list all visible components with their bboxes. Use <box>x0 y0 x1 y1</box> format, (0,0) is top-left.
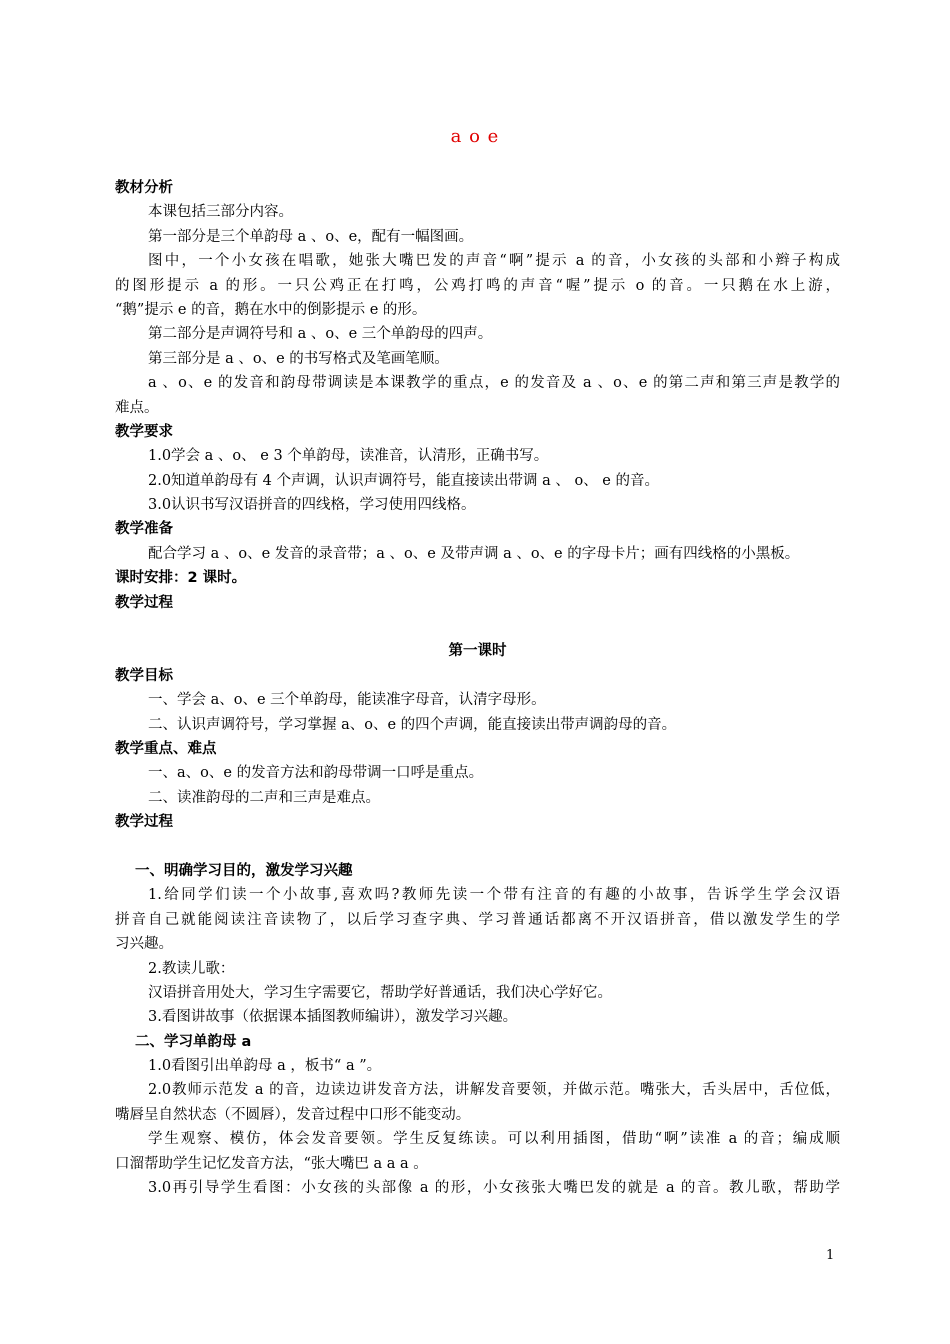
section-heading: 教学过程 <box>115 814 173 831</box>
paragraph-line: 学生观察、模仿，体会发音要领。学生反复练读。可以利用插图，借助“啊”读准 a 的音；编成顺 <box>148 1131 840 1148</box>
paragraph-line: 口溜帮助学生记忆发音方法，“张大嘴巴 a a a 。 <box>115 1155 428 1172</box>
section-heading: 教学准备 <box>115 521 173 538</box>
paragraph-line: 3.看图讲故事（依据课本插图教师编讲），激发学习兴趣。 <box>148 1009 518 1026</box>
paragraph-line: a 、o、e 的发音和韵母带调读是本课教学的重点，e 的发音及 a 、o、e 的第二声和第三声是教学的 <box>148 375 840 392</box>
section-heading: 教学要求 <box>115 423 173 440</box>
paragraph-line: 第一部分是三个单韵母 a 、o、e，配有一幅图画。 <box>148 228 474 245</box>
paragraph-line: 嘴唇呈自然状态（不圆唇），发音过程中口形不能变动。 <box>115 1106 471 1123</box>
paragraph-line: 的图形提示 a 的形。一只公鸡正在打鸣，公鸡打鸣的声音“喔”提示 o 的音。一只鹅在水上游， <box>115 277 840 294</box>
list-item: 二、读准韵母的二声和三声是难点。 <box>148 789 380 806</box>
paragraph-line: 2.0教师示范发 a 的音，边读边讲发音方法，讲解发音要领，并做示范。嘴张大，舌头居中，舌位低， <box>148 1082 840 1099</box>
section-heading: 教学目标 <box>115 667 173 684</box>
paragraph-line: “鹅”提示 e 的音，鹅在水中的倒影提示 e 的形。 <box>115 301 427 318</box>
list-item: 2.0知道单韵母有 4 个声调，认识声调符号，能直接读出带调 a 、 o、 e 的音。 <box>148 472 660 489</box>
paragraph-line: 3.0再引导学生看图：小女孩的头部像 a 的形，小女孩张大嘴巴发的就是 a 的音。教儿歌，帮助学 <box>148 1180 840 1197</box>
lesson-heading: 第一课时 <box>448 643 507 660</box>
list-item: 二、认识声调符号，学习掌握 a、o、e 的四个声调，能直接读出带声调韵母的音。 <box>148 716 677 733</box>
paragraph-line: 习兴趣。 <box>115 936 173 953</box>
page-title: a o e <box>450 126 500 147</box>
list-item: 3.0认识书写汉语拼音的四线格，学习使用四线格。 <box>148 497 476 514</box>
section-heading: 课时安排：2 课时。 <box>115 570 247 587</box>
paragraph-line: 1.0看图引出单韵母 a ，板书“ a ”。 <box>148 1058 382 1075</box>
paragraph-line: 2.教读儿歌： <box>148 960 235 977</box>
paragraph-line: 配合学习 a 、o、e 发音的录音带；a 、o、e 及带声调 a 、o、e 的字母卡片；画有四线格的小黑板。 <box>148 545 800 562</box>
paragraph-line: 图中，一个小女孩在唱歌，她张大嘴巴发的声音“啊”提示 a 的音，小女孩的头部和小辫子构成 <box>148 253 840 270</box>
section-heading: 教学重点、难点 <box>115 740 217 757</box>
paragraph-line: 第三部分是 a 、o、e 的书写格式及笔画笔顺。 <box>148 350 449 367</box>
subsection-heading: 二、学习单韵母 a <box>135 1033 252 1050</box>
paragraph-line: 第二部分是声调符号和 a 、o、e 三个单韵母的四声。 <box>148 326 493 343</box>
section-heading: 教学过程 <box>115 594 173 611</box>
paragraph-line: 1.给同学们读一个小故事,喜欢吗?教师先读一个带有注音的有趣的小故事，告诉学生学会汉语 <box>148 887 840 904</box>
list-item: 一、学会 a、o、e 三个单韵母，能读准字母音，认清字母形。 <box>148 692 546 709</box>
section-heading: 教材分析 <box>115 180 173 196</box>
page-number: 1 <box>826 1248 835 1263</box>
paragraph-line: 本课包括三部分内容。 <box>148 204 293 221</box>
list-item: 1.0学会 a 、o、 e 3 个单韵母，读准音，认清形，正确书写。 <box>148 448 549 465</box>
paragraph-line: 拼音自己就能阅读注音读物了，以后学习查字典、学习普通话都离不开汉语拼音，借以激发学生的学 <box>115 911 840 928</box>
paragraph-line: 汉语拼音用处大，学习生字需要它，帮助学好普通话，我们决心学好它。 <box>148 984 612 1001</box>
document-body <box>115 176 840 1200</box>
paragraph-line: 难点。 <box>115 399 159 416</box>
subsection-heading: 一、明确学习目的，激发学习兴趣 <box>135 862 353 879</box>
list-item: 一、a、o、e 的发音方法和韵母带调一口呼是重点。 <box>148 765 484 782</box>
